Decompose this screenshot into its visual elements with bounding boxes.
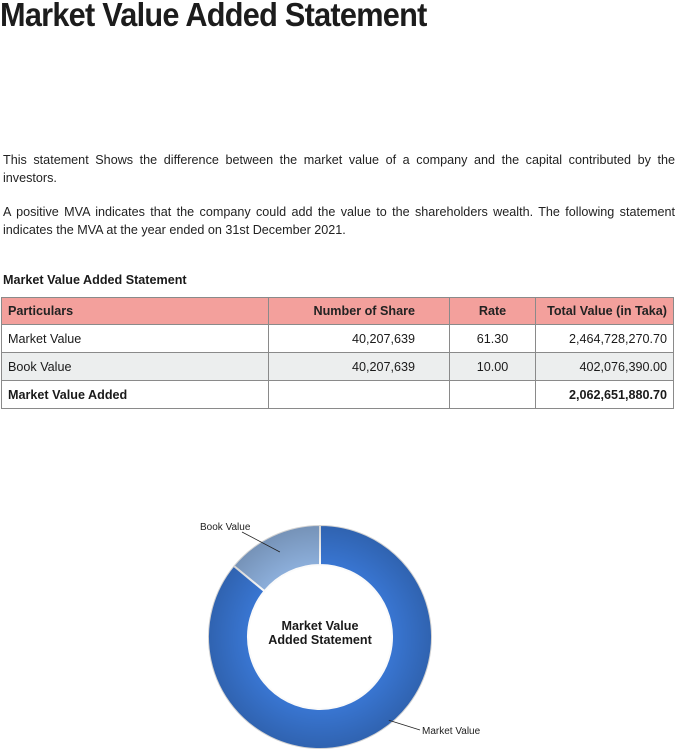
intro-paragraph-2: A positive MVA indicates that the company could add the value to the shareholders wealth. The following statement indicates the MVA at the year ended on 31st December 2021.: [3, 205, 675, 237]
cell-total-value: 2,464,728,270.70: [536, 325, 674, 353]
column-header-particulars: Particulars: [2, 298, 269, 325]
cell-number-of-share: [269, 381, 450, 409]
slice-label-book-value: Book Value: [200, 522, 251, 533]
cell-particulars: Market Value Added: [2, 381, 269, 409]
leader-line-market-value: [389, 720, 420, 730]
donut-chart-svg: [190, 510, 500, 750]
cell-particulars: Book Value: [2, 353, 269, 381]
mva-donut-chart: [190, 510, 500, 750]
mva-table: [1, 297, 674, 409]
table-row: [2, 325, 674, 353]
page-title: Market Value Added Statement: [0, 0, 427, 33]
intro-paragraph-1: This statement Shows the difference between the market value of a company and the capital contributed by the investors.: [3, 153, 675, 185]
table-row-total: [2, 381, 674, 409]
donut-center-label-line-1: Market Value: [281, 619, 359, 633]
donut-center-label-line-2: Added Statement: [268, 633, 372, 647]
cell-particulars: Market Value: [2, 325, 269, 353]
column-header-rate: Rate: [450, 298, 536, 325]
table-row: [2, 353, 674, 381]
cell-rate: 61.30: [450, 325, 536, 353]
column-header-total-value: Total Value (in Taka): [536, 298, 674, 325]
cell-number-of-share: 40,207,639: [269, 325, 450, 353]
cell-total-value: 2,062,651,880.70: [536, 381, 674, 409]
cell-rate: 10.00: [450, 353, 536, 381]
table-title: Market Value Added Statement: [3, 273, 187, 287]
cell-total-value: 402,076,390.00: [536, 353, 674, 381]
slice-label-market-value: Market Value: [422, 726, 481, 737]
column-header-number-of-share: Number of Share: [269, 298, 450, 325]
cell-number-of-share: 40,207,639: [269, 353, 450, 381]
cell-rate: [450, 381, 536, 409]
table-header-row: [2, 298, 674, 325]
